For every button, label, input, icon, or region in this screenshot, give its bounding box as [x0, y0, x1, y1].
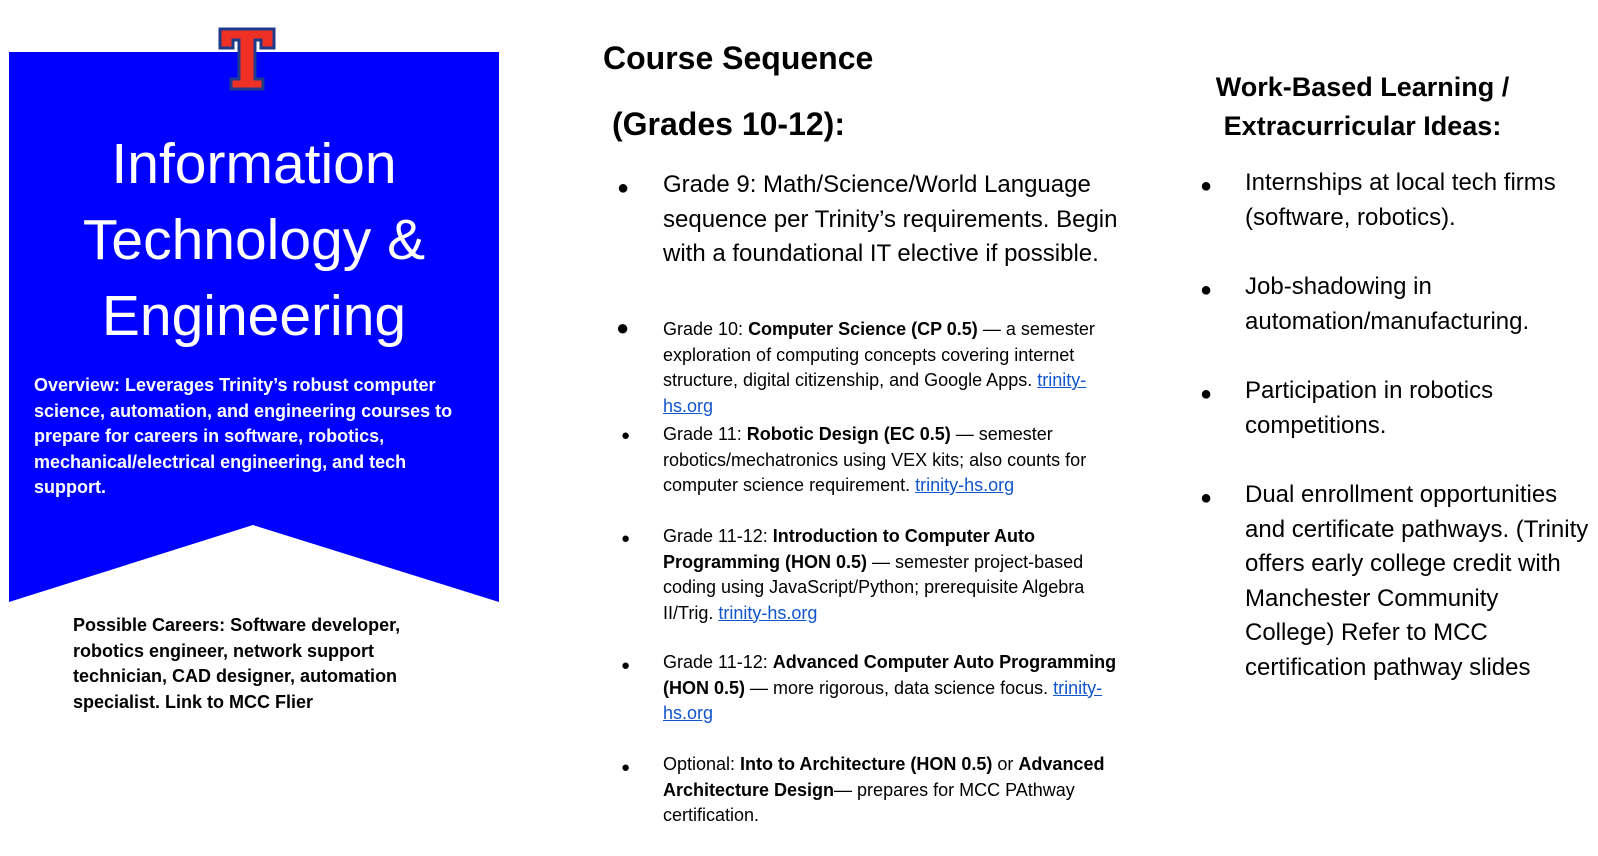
course-item-grade9: Grade 9: Math/Science/World Language sequence per Trinity’s requirements. Begin with a foundational IT elective if possible.	[663, 171, 1118, 267]
careers-text: Possible Careers: Software developer, robotics engineer, network support technician, CAD designer, automation specialist. Link to MCC Flier	[73, 615, 401, 712]
course-sequence-subtitle: (Grades 10-12):	[612, 106, 845, 142]
bullet: ●	[1200, 383, 1213, 405]
course-item-grade11: Grade 11: Robotic Design (EC 0.5) — semester robotics/mechatronics using VEX kits; also counts for computer science requirement. trinity-hs.org	[663, 424, 1087, 495]
trinity-link[interactable]: trinity-hs.org	[663, 677, 1103, 723]
bullet: ●	[621, 530, 631, 547]
course-item-optional-architecture: Optional: Into to Architecture (HON 0.5) or Advanced Architecture Design— prepares for MCC PAthway certification.	[663, 754, 1105, 825]
bullet: ●	[1200, 175, 1213, 197]
course-item-advanced-auto-programming: Grade 11-12: Advanced Computer Auto Programming (HON 0.5) — more rigorous, data science focus. trinity-hs.org	[663, 652, 1117, 723]
trinity-t-logo	[217, 26, 277, 92]
course-sequence-title: Course Sequence	[603, 40, 874, 76]
course-item-intro-auto-programming: Grade 11-12: Introduction to Computer Auto Programming (HON 0.5) — semester project-based coding using JavaScript/Python; prerequisite Algebra II/Trig. trinity-hs.org	[663, 526, 1085, 623]
course-item-grade10: Grade 10: Computer Science (CP 0.5) — a semester exploration of computing concepts covering internet structure, digital citizenship, and Google Apps. trinity-hs.org	[663, 319, 1095, 416]
idea-dual-enrollment: Dual enrollment opportunities and certificate pathways. (Trinity offers early college credit with Manchester Community College) Refer to MCC certification pathway slides	[1245, 481, 1589, 681]
banner-title	[9, 126, 499, 354]
idea-internships: Internships at local tech firms (software, robotics).	[1245, 169, 1556, 231]
overview-text: Overview: Leverages Trinity’s robust computer science, automation, and engineering courses to prepare for careers in software, robotics, mechanical/electrical engineering, and tech support.	[34, 375, 453, 498]
trinity-link[interactable]: trinity-hs.org	[663, 370, 1087, 416]
bullet: ●	[1200, 279, 1213, 301]
title-line: Engineering	[101, 284, 407, 348]
trinity-link[interactable]: trinity-hs.org	[915, 475, 1015, 495]
bullet: ●	[621, 427, 631, 444]
trinity-link[interactable]: trinity-hs.org	[718, 602, 818, 623]
idea-job-shadowing: Job-shadowing in automation/manufacturing.	[1245, 273, 1530, 335]
idea-robotics-competitions: Participation in robotics competitions.	[1245, 377, 1494, 439]
title-line: Technology &	[82, 208, 426, 272]
bullet: ●	[621, 759, 631, 776]
bullet: ●	[617, 177, 630, 199]
title-line: Information	[111, 132, 397, 196]
work-based-learning-title: Work-Based Learning / Extracurricular Ideas:	[1215, 72, 1510, 141]
bullet: ●	[621, 657, 631, 674]
bullet: ●	[1200, 487, 1213, 509]
bullet: ●	[616, 315, 630, 340]
